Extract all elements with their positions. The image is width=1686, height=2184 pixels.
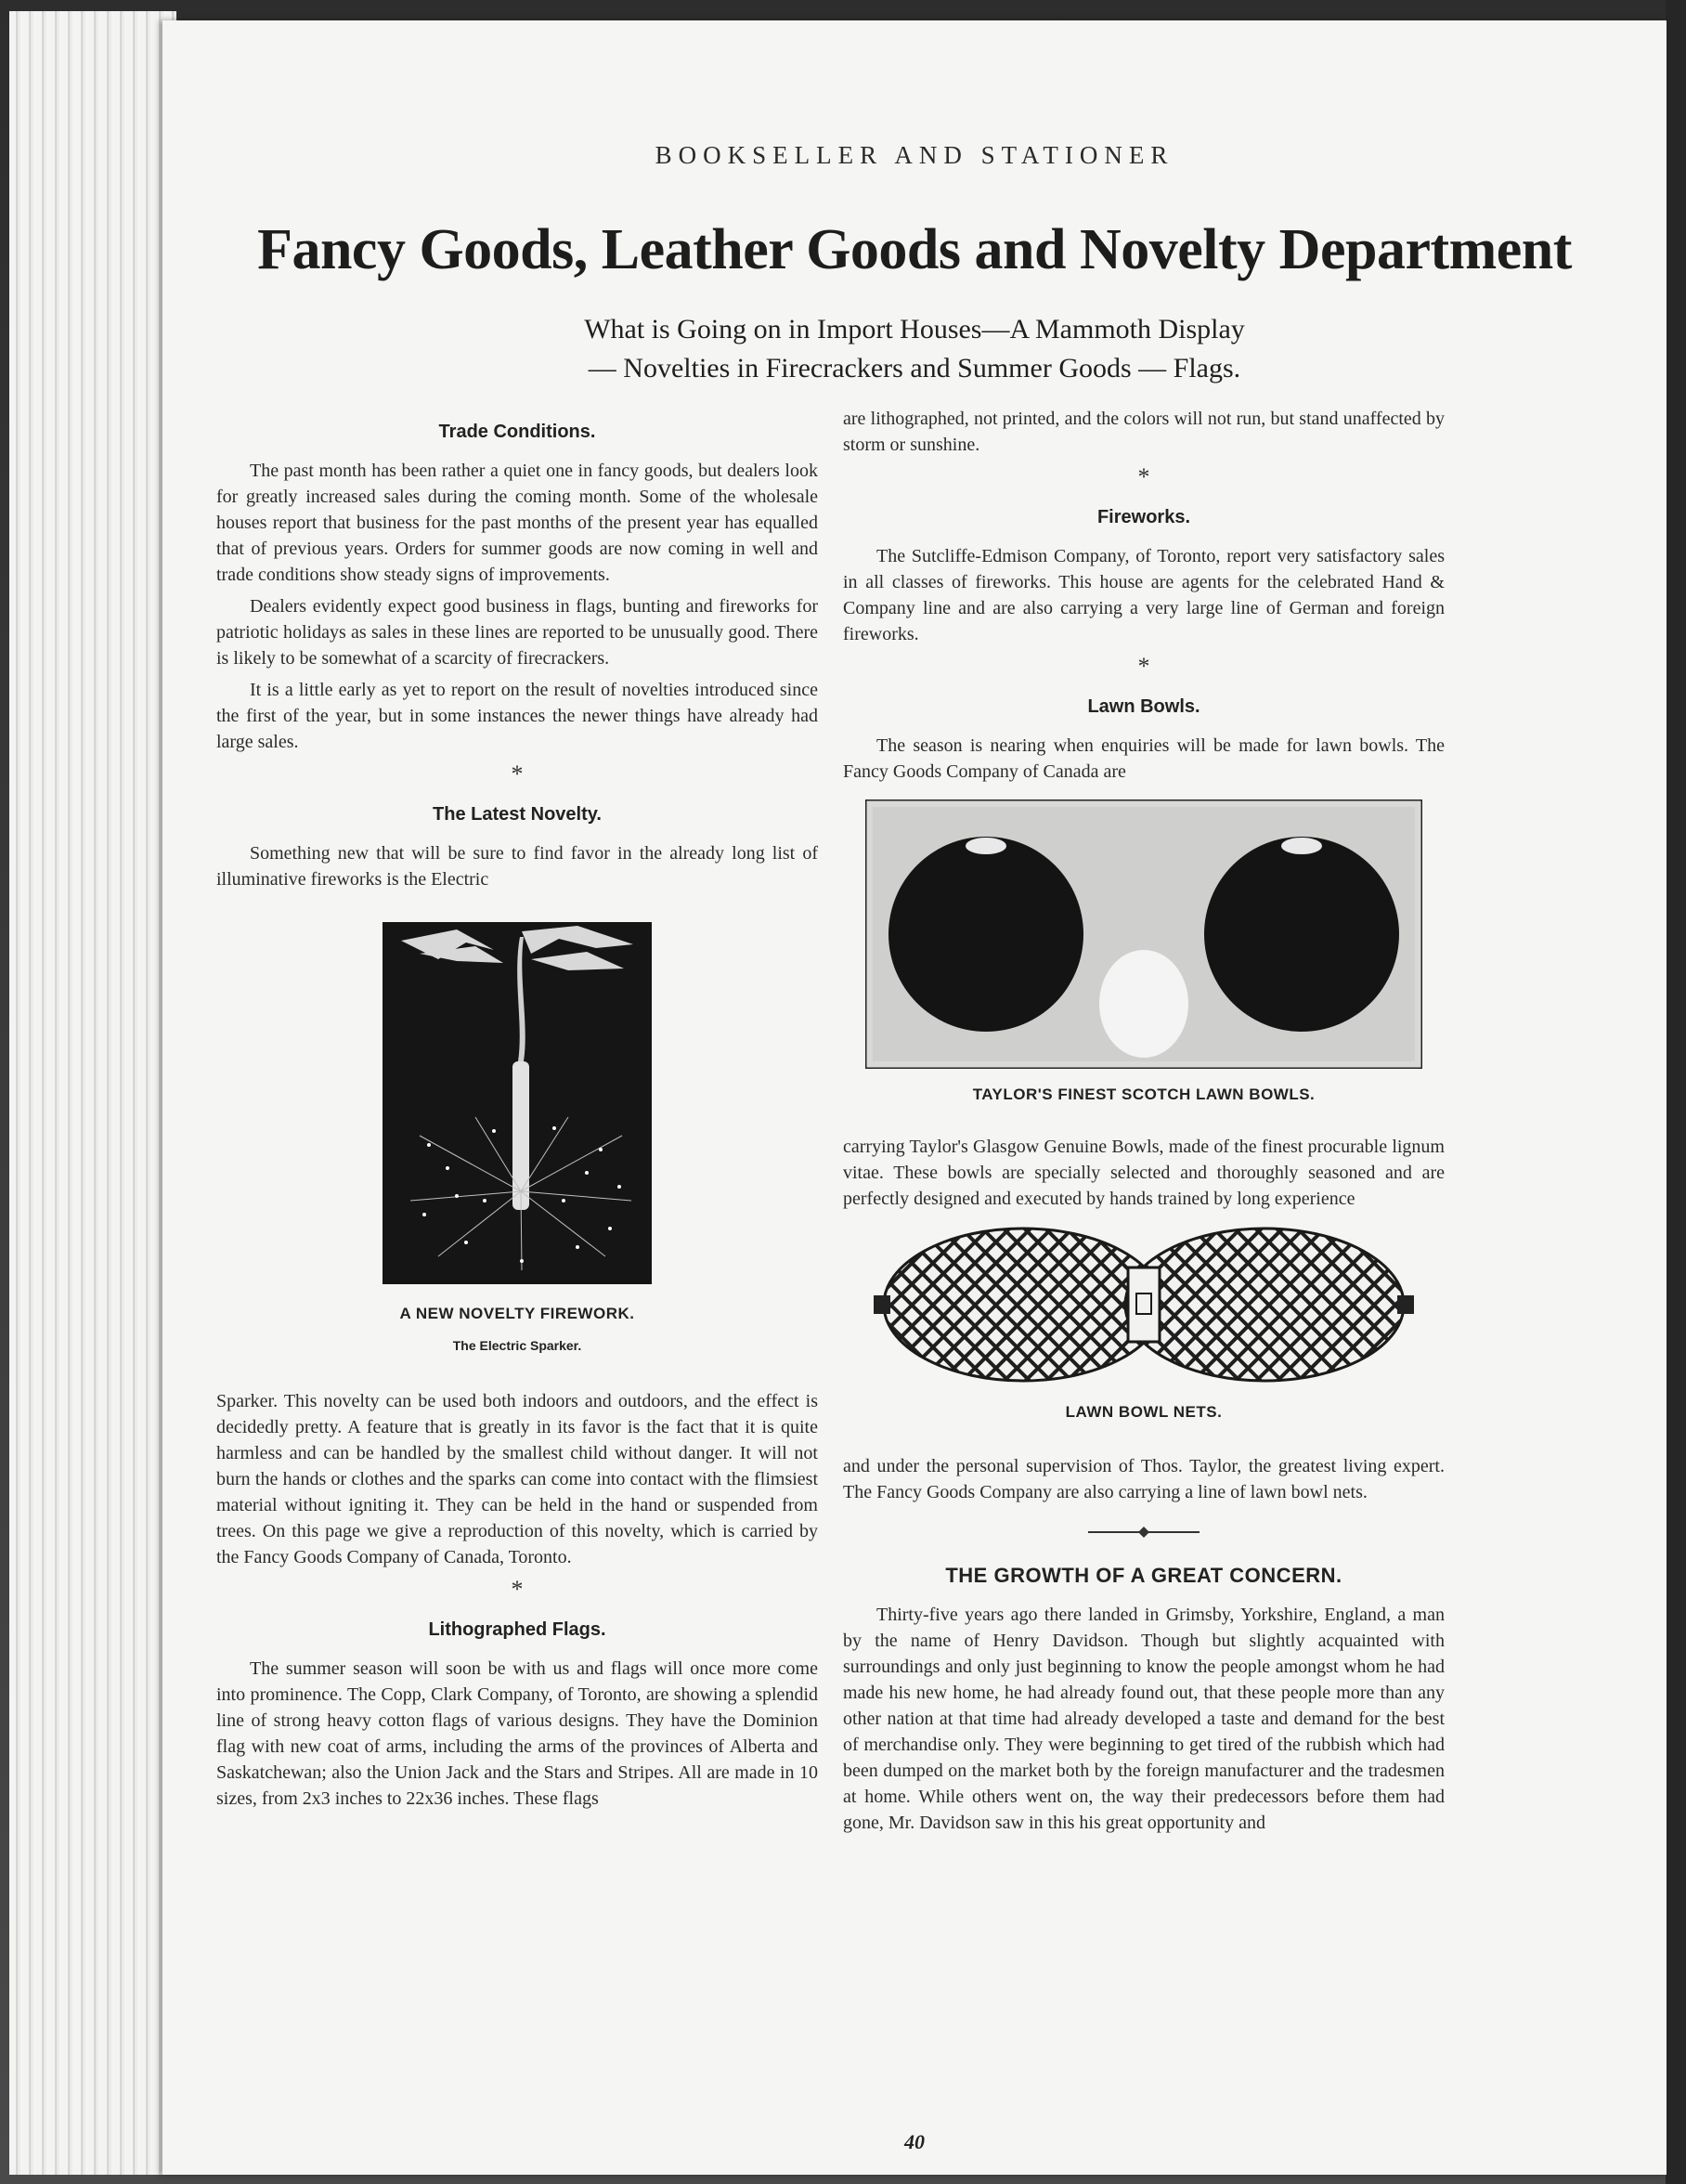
lawn-bowl-icon <box>1204 837 1399 1032</box>
paragraph: Dealers evidently expect good business in flags, bunting and fireworks for patriotic holidays as sales in these lines are reported to be unusually good. There is likely to be somewhat of a scarcity of firecrackers. <box>216 596 818 669</box>
paragraph: are lithographed, not printed, and the colors will not run, but stand unaffected by storm or sunshine. <box>843 409 1445 455</box>
figure-caption: LAWN BOWL NETS. <box>1065 1403 1223 1421</box>
figure-subcaption: The Electric Sparker. <box>452 1338 582 1353</box>
lawn-bowls-photo <box>865 800 1422 1069</box>
jack-ball-icon <box>1099 950 1188 1058</box>
paragraph: The past month has been rather a quiet one in fancy goods, but dealers look for greatly increased sales during the coming month. Some of the wholesale houses report that business for the past months of the present year has equalled that of previous years. Orders for summer goods are now coming in well and trade conditions show steady signs of improvements. <box>216 461 818 585</box>
heading-lawn-bowls: Lawn Bowls. <box>1087 696 1200 717</box>
paragraph: The season is nearing when enquiries will be made for lawn bowls. The Fancy Goods Company of Canada are <box>843 735 1445 782</box>
figure-caption: TAYLOR'S FINEST SCOTCH LAWN BOWLS. <box>972 1086 1316 1103</box>
subtitle-line-2: — Novelties in Firecrackers and Summer Goods — Flags. <box>588 353 1241 384</box>
paragraph: carrying Taylor's Glasgow Genuine Bowls, made of the finest procurable lignum vitae. These bowls are specially selected and thoroughly seasoned and are perfectly designed and executed by hands trained by long experience <box>843 1137 1445 1209</box>
running-head: BOOKSELLER AND STATIONER <box>655 141 1174 169</box>
net-clasp-icon <box>1128 1268 1160 1342</box>
figure-caption: A NEW NOVELTY FIREWORK. <box>399 1305 635 1322</box>
subtitle-line-1: What is Going on in Import Houses—A Mammoth Display <box>584 314 1245 344</box>
net-icon <box>1125 1228 1404 1381</box>
section-star: * <box>511 760 524 787</box>
ornamental-rule <box>843 1520 1445 1546</box>
heading-lithographed-flags: Lithographed Flags. <box>428 1619 606 1640</box>
heading-trade-conditions: Trade Conditions. <box>438 422 596 442</box>
page-title: Fancy Goods, Leather Goods and Novelty Department <box>257 218 1572 281</box>
heading-fireworks: Fireworks. <box>1096 507 1191 527</box>
paragraph: The summer season will soon be with us and flags will once more come into prominence. The Copp, Clark Company, of Toronto, are showing a splendid line of strong heavy cotton flags of various designs. They have the Dominion flag with new coat of arms, including the arms of the provinces of Alberta and Saskatchewan; also the Union Jack and the Stars and Stripes. All are made in 10 sizes, from 2x3 inches to 22x36 inches. These flags <box>216 1658 818 1809</box>
heading-latest-novelty: The Latest Novelty. <box>433 804 602 825</box>
sparker-illustration <box>383 922 652 1284</box>
section-star: * <box>1137 653 1150 680</box>
binding-edge <box>1666 0 1686 2184</box>
ornament-icon <box>1088 1526 1200 1539</box>
subtitle <box>162 310 1667 388</box>
heading-growth-of-a-great-concern: THE GROWTH OF A GREAT CONCERN. <box>945 1564 1342 1587</box>
paragraph: Thirty-five years ago there landed in Grimsby, Yorkshire, England, a man by the name of Henry Davidson. Though but slightly acquainted with surroundings and only just beginning to know the people amongst whom he had made his new home, he had already found out, that these people more than any other nation at that time had already developed a taste and demand for the best of merchandise only. They were beginning to get tired of the rubbish which had been dumped on the market both by the foreign manufacturer and the tradesmen at home. While others went on, the way their predecessors before them had gone, Mr. Davidson saw in this his great opportunity and <box>843 1605 1445 1833</box>
paragraph: The Sutcliffe-Edmison Company, of Toronto, report very satisfactory sales in all classes of fireworks. This house are agents for the celebrated Hand & Company line and are also carrying a very large line of German and foreign fireworks. <box>843 546 1445 644</box>
right-column <box>843 406 1445 1841</box>
paragraph: Something new that will be sure to find favor in the already long list of illuminative fireworks is the Electric <box>216 843 818 890</box>
paragraph: Sparker. This novelty can be used both indoors and outdoors, and the effect is decidedly pretty. A feature that is greatly in its favor is the fact that it is quite harmless and can be handled by the smallest child without danger. It will not burn the hands or clothes and the sparks can come into contact with the flimsiest material without igniting it. They can be held in the hand or suspended from trees. On this page we give a reproduction of this novelty, which is carried by the Fancy Goods Company of Canada, Toronto. <box>216 1391 818 1567</box>
left-column <box>216 406 818 1817</box>
lawn-bowl-nets-illustration <box>870 1221 1418 1388</box>
section-star: * <box>511 1576 524 1603</box>
page-edges <box>9 11 176 2175</box>
paragraph: and under the personal supervision of Thos. Taylor, the greatest living expert. The Fancy Goods Company are also carrying a line of lawn bowl nets. <box>843 1456 1445 1502</box>
lawn-bowl-icon <box>888 837 1083 1032</box>
page-number: 40 <box>904 2130 925 2153</box>
section-star: * <box>1137 463 1150 490</box>
paragraph: It is a little early as yet to report on the result of novelties introduced since the first of the year, but in some instances the newer things have already had large sales. <box>216 680 818 752</box>
net-icon <box>884 1228 1162 1381</box>
